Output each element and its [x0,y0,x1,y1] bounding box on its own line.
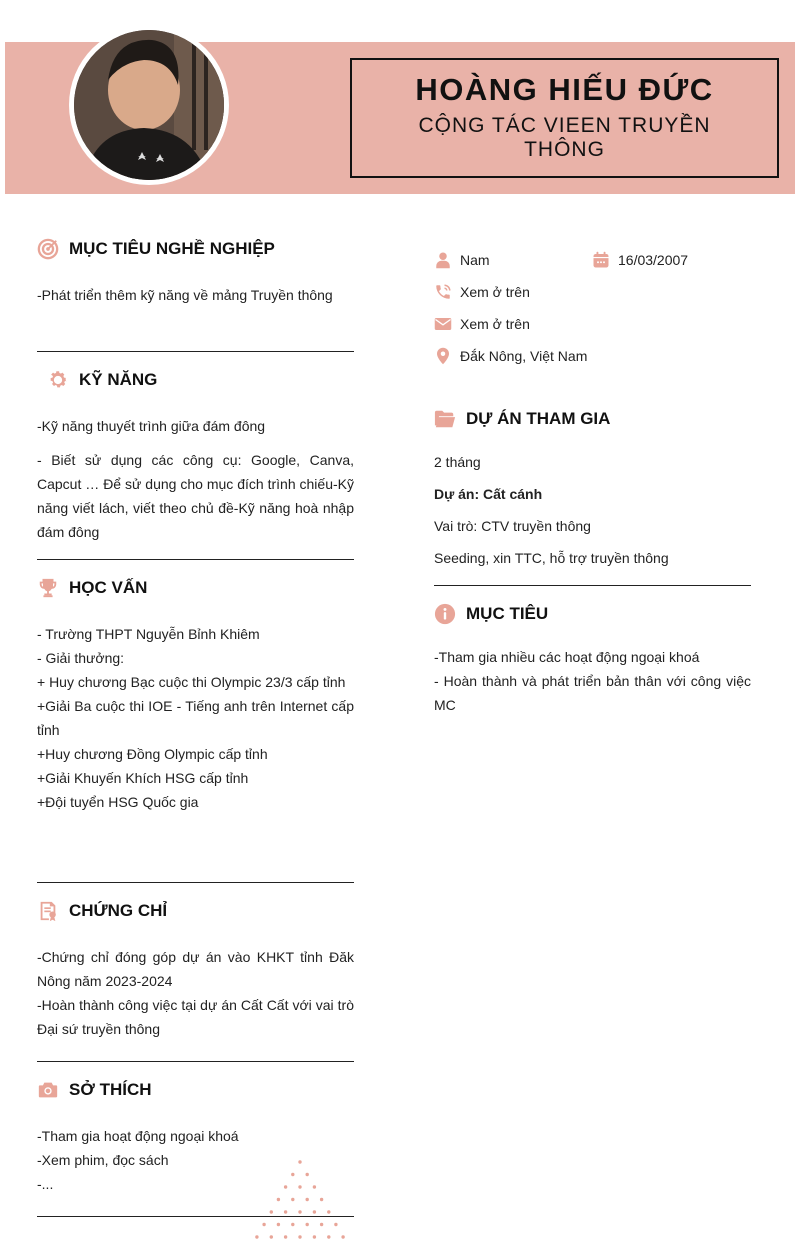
list-item: +Giải Ba cuộc thi IOE - Tiếng anh trên Internet cấp tỉnh [37,698,354,738]
decorative-dot [284,1210,287,1213]
phone-icon [434,283,452,301]
decorative-dot [277,1198,280,1201]
address-value: Đắk Nông, Việt Nam [460,348,588,364]
list-item: +Giải Khuyến Khích HSG cấp tỉnh [37,770,249,786]
project-tasks: Seeding, xin TTC, hỗ trợ truyền thông [434,550,669,566]
decorative-dot [306,1223,309,1226]
decorative-dot [341,1235,344,1238]
section-skills-title [47,369,157,391]
decorative-dot [320,1198,323,1201]
section-label: SỞ THÍCH [69,1080,152,1099]
education-list [37,622,354,814]
section-label: MỤC TIÊU [466,604,549,623]
divider [37,559,354,560]
skills-line-2: - Biết sử dụng các công cụ: Google, Canva, Capcut … Để sử dụng cho mục đích trình chiếu-Kỹ năng viết lách, viết theo chủ đề-Kỹ năng hoà nhập đám đông [37,452,354,540]
list-item: -Tham gia hoạt động ngoại khoá [37,1128,239,1144]
calendar-icon [592,251,610,269]
list-item: -Xem phim, đọc sách [37,1152,169,1168]
decorative-dot [298,1235,301,1238]
project-duration: 2 tháng [434,454,481,470]
job-title: CỘNG TÁC VIEEN TRUYỀN THÔNG [418,114,711,161]
gender-row [434,251,490,269]
goals-line-1: -Tham gia nhiều các hoạt động ngoại khoá [434,649,700,665]
section-certificates-title [37,900,167,922]
decorative-dot [327,1235,330,1238]
decorative-dot [255,1235,258,1238]
divider [37,351,354,352]
full-name: HOÀNG HIẾU ĐỨC [415,72,714,107]
decorative-dot [298,1185,301,1188]
decorative-dot [270,1210,273,1213]
decorative-dot [284,1235,287,1238]
section-label: CHỨNG CHỈ [69,901,168,920]
decorative-dot [284,1185,287,1188]
section-projects-title [434,408,610,430]
folder-icon [434,408,456,430]
divider [37,1061,354,1062]
objective-text: -Phát triển thêm kỹ năng về mảng Truyền thông [37,287,333,303]
skills-line-1: -Kỹ năng thuyết trình giữa đám đông [37,418,266,434]
decorative-dot [291,1223,294,1226]
list-item: +Huy chương Đồng Olympic cấp tỉnh [37,746,268,762]
decorative-dot [313,1210,316,1213]
decorative-dot [313,1185,316,1188]
section-label: HỌC VẤN [69,578,148,597]
gender-value: Nam [460,252,490,268]
camera-icon [37,1079,59,1101]
decorative-dot [270,1235,273,1238]
decorative-dot [277,1223,280,1226]
section-education-title [37,577,147,599]
certificates-line-1: -Chứng chỉ đóng góp dự án vào KHKT tỉnh Đăk Nông năm 2023-2024 [37,949,354,989]
email-row [434,315,530,333]
dob-row [592,251,688,269]
section-hobbies-title [37,1079,152,1101]
section-label: KỸ NĂNG [79,370,158,389]
mail-icon [434,315,452,333]
decorative-dot [320,1223,323,1226]
email-value: Xem ở trên [460,316,530,332]
project-name: Dự án: Cất cánh [434,486,543,502]
location-icon [434,347,452,365]
user-icon [434,251,452,269]
list-item: - Giải thưởng: [37,650,125,666]
decorative-dot [306,1173,309,1176]
divider [434,585,751,586]
decorative-dot [313,1235,316,1238]
decorative-dot [262,1223,265,1226]
certificate-icon [37,900,59,922]
goals-line-2: - Hoàn thành và phát triển bản thân với công việc MC [434,673,751,713]
section-label: MỤC TIÊU NGHỀ NGHIỆP [69,239,275,258]
decorative-dot [291,1198,294,1201]
address-row [434,347,587,365]
section-objective-title [37,238,275,260]
decorative-dot [298,1160,301,1163]
divider [37,882,354,883]
trophy-icon [37,577,59,599]
list-item: - Trường THPT Nguyễn Bỉnh Khiêm [37,626,260,642]
decorative-dot [298,1210,301,1213]
project-role: Vai trò: CTV truyền thông [434,518,591,534]
profile-photo [74,30,224,180]
target-icon [37,238,59,260]
decorative-dot [306,1198,309,1201]
decorative-dot [291,1173,294,1176]
profile-photo-illustration [74,30,224,180]
avatar [69,25,229,185]
phone-row [434,283,530,301]
dob-value: 16/03/2007 [618,252,689,268]
phone-value: Xem ở trên [460,284,530,300]
list-item: +Đội tuyển HSG Quốc gia [37,794,199,810]
list-item: -... [37,1176,54,1192]
list-item: + Huy chương Bạc cuộc thi Olympic 23/3 cấp tỉnh [37,674,346,690]
decorative-dot [334,1223,337,1226]
decorative-dot [327,1210,330,1213]
section-label: DỰ ÁN THAM GIA [466,409,611,428]
decorative-dot-pattern [210,1158,390,1241]
name-box [350,58,779,178]
gear-icon [47,369,69,391]
section-goals-title [434,603,548,625]
certificates-line-2: -Hoàn thành công việc tại dự án Cất Cất với vai trò Đại sứ truyền thông [37,997,354,1037]
info-icon [434,603,456,625]
